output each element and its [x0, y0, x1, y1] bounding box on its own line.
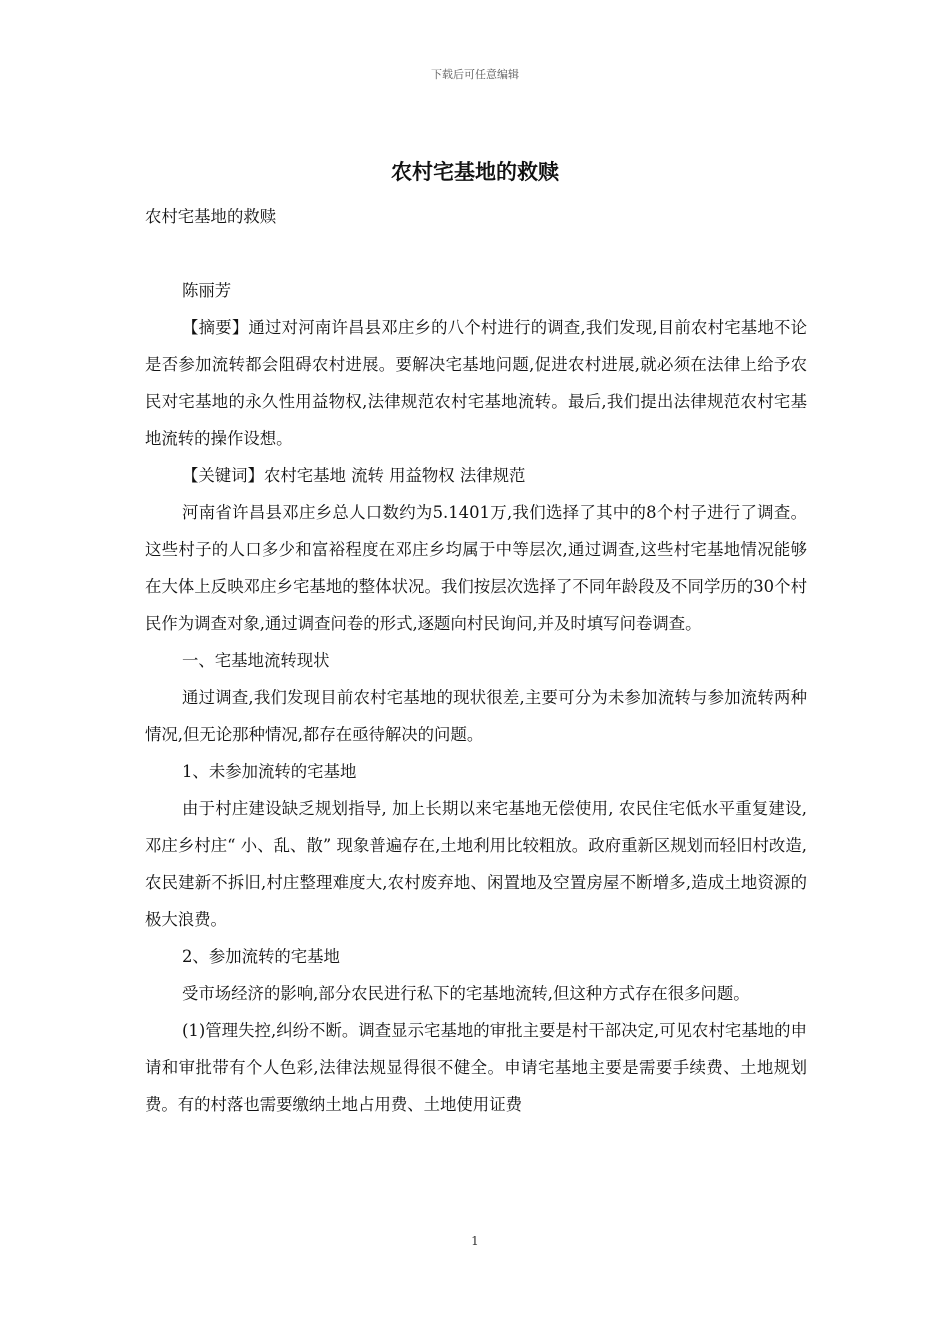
body-paragraph: 河南省许昌县邓庄乡总人口数约为5.1401万,我们选择了其中的8个村子进行了调查。这些村子的人口多少和富裕程度在邓庄乡均属于中等层次,通过调查,这些村宅基地情况能够在大体上反映邓庄乡宅基地的整体状况。我们按层次选择了不同年龄段及不同学历的30个村民作为调查对象,通过调查问卷的形式,逐题向村民询问,并及时填写问卷调查。 — [145, 503, 807, 633]
author: 陈丽芳 — [182, 281, 232, 300]
page-number: 1 — [471, 1234, 479, 1248]
subsection-heading: 2、参加流转的宅基地 — [182, 947, 340, 966]
body-paragraph: 由于村庄建设缺乏规划指导, 加上长期以来宅基地无偿使用, 农民住宅低水平重复建设,邓庄乡村庄“ 小、乱、散” 现象普遍存在,土地利用比较粗放。政府重新区规划而轻旧村改造,农民建新不拆旧,村庄整理难度大,农村废弃地、闲置地及空置房屋不断增多,造成土地资源的极大浪费。 — [145, 799, 807, 929]
subtitle: 农村宅基地的救赎 — [145, 207, 277, 226]
page-header: 下载后可任意编辑 — [431, 68, 519, 81]
document-title: 农村宅基地的救赎 — [391, 160, 559, 184]
body-paragraph: 受市场经济的影响,部分农民进行私下的宅基地流转,但这种方式存在很多问题。 — [182, 984, 750, 1003]
keywords-paragraph: 【关键词】农村宅基地 流转 用益物权 法律规范 — [182, 466, 526, 485]
body-paragraph: 通过调查,我们发现目前农村宅基地的现状很差,主要可分为未参加流转与参加流转两种情况,但无论那种情况,都存在亟待解决的问题。 — [145, 688, 807, 744]
body-paragraph: (1)管理失控,纠纷不断。调查显示宅基地的审批主要是村干部决定,可见农村宅基地的申请和审批带有个人色彩,法律法规显得很不健全。申请宅基地主要是需要手续费、土地规划费。有的村落也需要缴纳土地占用费、土地使用证费 — [145, 1021, 807, 1114]
document-body — [145, 198, 807, 1123]
abstract-paragraph: 【摘要】通过对河南许昌县邓庄乡的八个村进行的调查,我们发现,目前农村宅基地不论是否参加流转都会阻碍农村进展。要解决宅基地问题,促进农村进展,就必须在法律上给予农民对宅基地的永久性用益物权,法律规范农村宅基地流转。最后,我们提出法律规范农村宅基地流转的操作设想。 — [145, 318, 807, 448]
blank-line — [145, 235, 807, 272]
section-heading: 一、宅基地流转现状 — [182, 651, 330, 670]
subsection-heading: 1、未参加流转的宅基地 — [182, 762, 357, 781]
